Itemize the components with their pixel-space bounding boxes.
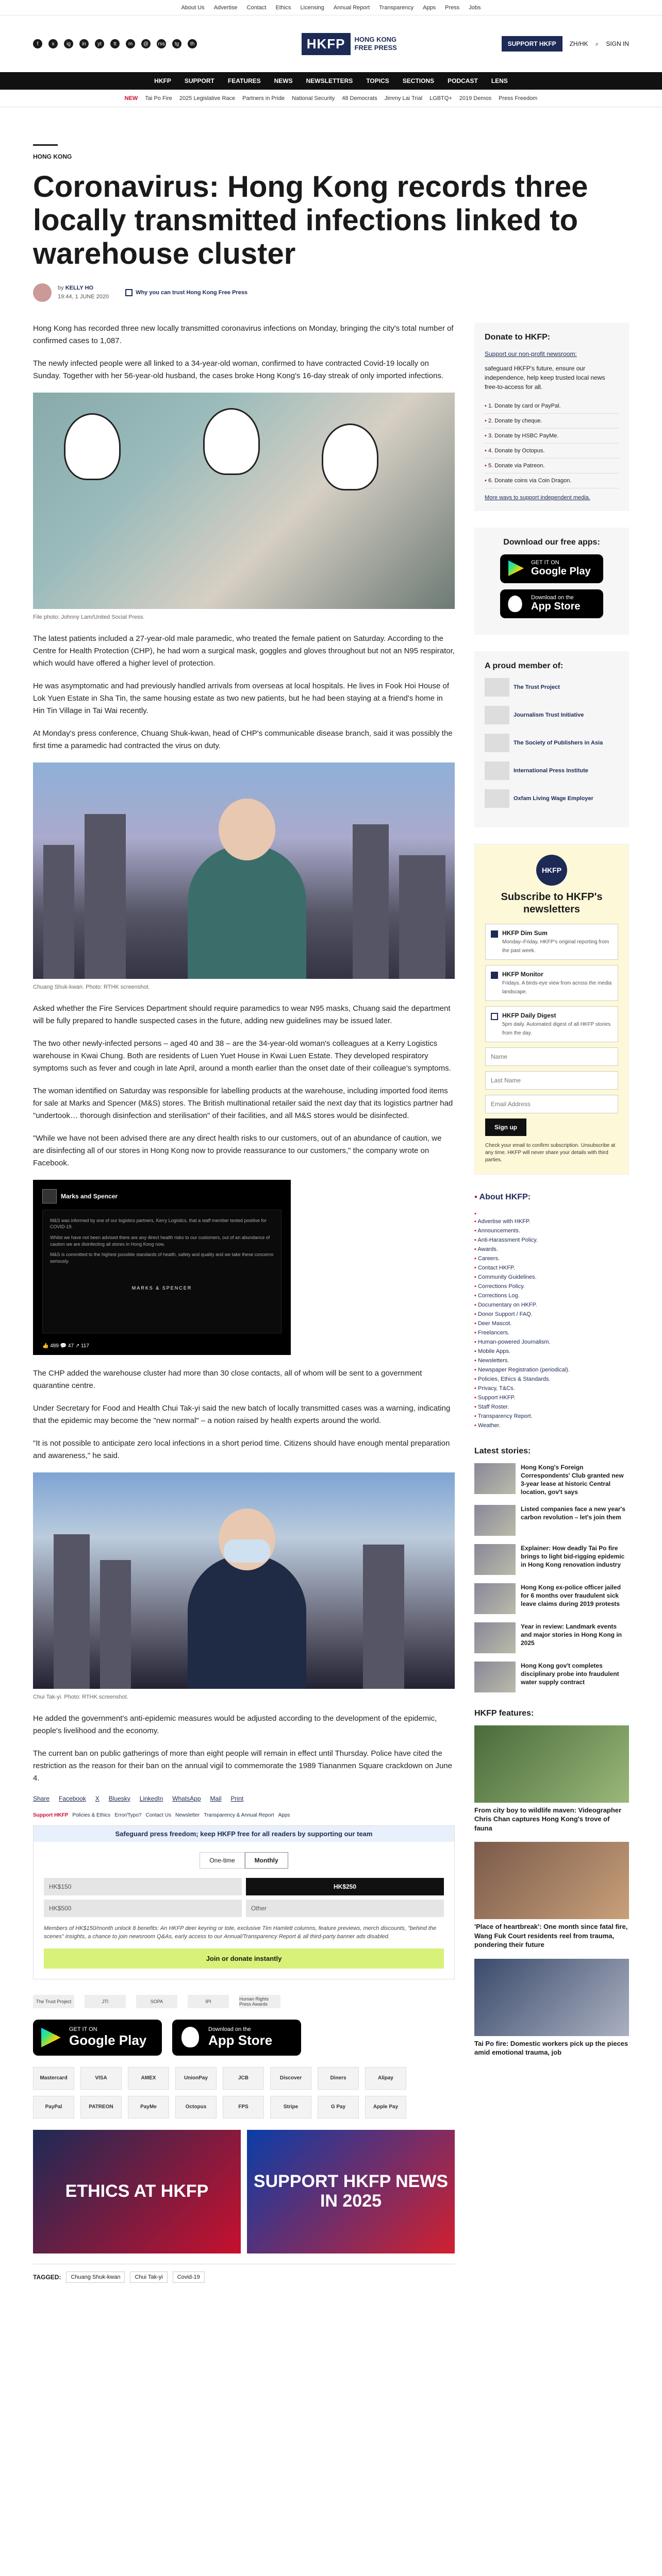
nav-item[interactable]: LENS xyxy=(491,77,508,84)
social-icon[interactable]: in xyxy=(79,39,89,48)
org-name: The Trust Project xyxy=(514,684,560,690)
donation-title: Safeguard press freedom; keep HKFP free for all readers by supporting our team xyxy=(34,1826,454,1842)
story-title[interactable]: Hong Kong gov't completes disciplinary probe into fraudulent water supply contract xyxy=(521,1662,619,1686)
feature-title[interactable]: From city boy to wildlife maven: Videographer Chris Chan captures Hong Kong's trove of fauna xyxy=(474,1806,622,1832)
latest-stories xyxy=(474,1447,629,1692)
donate-widget xyxy=(474,323,629,511)
feature-title[interactable]: 'Place of heartbreak': One month since fatal fire, Wang Fuk Court residents reel from trauma, pondering their future xyxy=(474,1923,628,1949)
paragraph: "While we have not been advised there are any direct health risks to our customers, out of an abundance of caution, we are disinfecting all of our stores in Hong Kong now to provide reassurance to our customers," the company wrote on Facebook. xyxy=(33,1133,442,1167)
author-meta: by KELLY HO 19:44, 1 JUNE 2020 xyxy=(58,284,109,301)
trending-bar xyxy=(0,90,662,107)
app-store-buttons xyxy=(33,2020,455,2056)
amount-option-selected[interactable]: HK$250 xyxy=(246,1878,444,1895)
about-link[interactable]: ▪ Policies, Ethics & Standards. xyxy=(474,1375,629,1384)
latest-story[interactable] xyxy=(474,1622,629,1653)
image-caption: Chui Tak-yi. Photo: RTHK screenshot. xyxy=(33,1693,128,1700)
newsletter-note: Check your email to confirm subscription. Unsubscribe at any time. HKFP will never share your details with third parties. xyxy=(485,1142,616,1163)
payment-method: Alipay xyxy=(365,2067,406,2090)
kicker-rule xyxy=(33,144,58,146)
payment-method: Octopus xyxy=(175,2096,217,2119)
nav-item[interactable]: NEWSLETTERS xyxy=(306,77,353,84)
member-badge[interactable]: JTI xyxy=(85,1995,126,2008)
org-logo-icon xyxy=(485,761,509,780)
donate-method[interactable]: ▪ 2. Donate by cheque. xyxy=(485,414,619,429)
onetime-tab[interactable]: One-time xyxy=(200,1852,244,1869)
story-title[interactable]: Year in review: Landmark events and major stories in Hong Kong in 2025 xyxy=(521,1622,622,1647)
paragraph: The current ban on public gatherings of more than eight people will remain in effect until Thursday. Police have cited the restriction as the reason for their ban on the annual vigil to commemorate the 1989 Tiananmen Square crackdown on June 4. xyxy=(33,1749,452,1783)
person-figure xyxy=(188,1555,306,1689)
payment-method: Mastercard xyxy=(33,2067,74,2090)
header-actions xyxy=(502,36,629,52)
donate-method[interactable]: ▪ 4. Donate by Octopus. xyxy=(485,444,619,459)
frequency-toggle xyxy=(44,1852,444,1869)
about-link[interactable]: ▪ Careers. xyxy=(474,1254,629,1263)
donate-title: Donate to HKFP: xyxy=(485,332,551,342)
member-widget xyxy=(474,651,629,827)
donate-lead-text: safeguard HKFP's future, ensure our independence, help keep trusted local news free-to-access for all. xyxy=(485,364,605,391)
topbar-link[interactable]: Transparency xyxy=(379,4,414,11)
newsletter-name: HKFP Dim Sum xyxy=(502,929,548,937)
feature-story[interactable] xyxy=(474,1959,629,2057)
share-link[interactable]: LinkedIn xyxy=(139,1794,163,1802)
checkbox-icon[interactable] xyxy=(491,930,498,938)
feature-image[interactable] xyxy=(474,1725,629,1803)
trending-label: NEW xyxy=(124,95,138,101)
latest-story[interactable] xyxy=(474,1583,629,1614)
logo-mark: HKFP xyxy=(302,33,351,55)
feature-title[interactable]: Tai Po fire: Domestic workers pick up the pieces amid emotional trauma, job xyxy=(474,2039,628,2057)
member-benefits-note: Members of HK$150/month unlock 8 benefits: An HKFP deer keyring or tote, exclusive Tim Hamlett columns, feature previews, merch discounts, "behind the scenes" insights, a chance to join newsroom Q&As, early access to our Annual/Transparency Report & all third-party banner ads disabled. xyxy=(44,1925,437,1940)
facebook-embed[interactable] xyxy=(33,1180,291,1355)
member-badge[interactable]: IPI xyxy=(188,1995,229,2008)
topbar-link[interactable]: Annual Report xyxy=(333,4,370,11)
features-widget xyxy=(474,1709,629,2057)
monthly-tab[interactable]: Monthly xyxy=(245,1852,288,1869)
amount-option[interactable]: HK$150 xyxy=(44,1878,242,1895)
story-title[interactable]: Explainer: How deadly Tai Po fire brings to light bid-rigging epidemic in Hong Kong renovation industry xyxy=(521,1544,625,1568)
article-title: Coronavirus: Hong Kong records three locally transmitted infections linked to warehouse cluster xyxy=(33,170,588,270)
member-badge[interactable]: SOPA xyxy=(136,1995,177,2008)
article-image-pandas xyxy=(33,393,455,609)
topbar-link[interactable]: Ethics xyxy=(275,4,291,11)
image-caption: File photo: Johnny Lam/United Social Press. xyxy=(33,614,145,620)
support-banner[interactable]: SUPPORT HKFP NEWS IN 2025 xyxy=(247,2130,455,2253)
amount-option[interactable]: Other xyxy=(246,1900,444,1917)
topbar-link[interactable]: About Us xyxy=(181,4,205,11)
panda-figure xyxy=(203,408,260,475)
payment-method: Apple Pay xyxy=(365,2096,406,2119)
share-link[interactable]: Bluesky xyxy=(108,1794,130,1802)
article-kicker[interactable]: HONG KONG xyxy=(33,153,72,160)
paragraph: The latest patients included a 27-year-old male paramedic, who treated the female patient on Saturday. According to the Centre for Health Protection (CHP), he had worn a surgical mask, goggles and gloves throughout but not an N95 respirator, which would have offered a higher level of protection. xyxy=(33,634,455,668)
org-name: Oxfam Living Wage Employer xyxy=(514,795,593,802)
feature-image[interactable] xyxy=(474,1842,629,1919)
payment-methods xyxy=(33,2067,455,2119)
about-widget xyxy=(474,1191,629,1430)
author-avatar[interactable] xyxy=(33,283,52,302)
donate-method[interactable]: ▪ 1. Donate by card or PayPal. xyxy=(485,399,619,414)
latest-story[interactable] xyxy=(474,1463,629,1497)
nav-item[interactable]: FEATURES xyxy=(227,77,261,84)
share-link[interactable]: Share xyxy=(33,1794,50,1802)
story-title[interactable]: Hong Kong's Foreign Correspondents' Club granted new 3-year lease at historic Central location, gov't says xyxy=(521,1463,624,1496)
story-thumbnail[interactable] xyxy=(474,1622,516,1653)
article-footer-links xyxy=(33,1812,455,1818)
paragraph: Under Secretary for Food and Health Chui Tak-yi said the new batch of locally transmitted cases was a warning, indicating that the epidemic may become the "new normal" – a notion raised by health experts around the world. xyxy=(33,1403,451,1425)
email-input[interactable] xyxy=(485,1095,618,1113)
amount-option[interactable]: HK$500 xyxy=(44,1900,242,1917)
latest-story[interactable] xyxy=(474,1505,629,1536)
share-link[interactable]: WhatsApp xyxy=(172,1794,201,1802)
latest-title: Latest stories: xyxy=(474,1446,531,1455)
newsletter-option[interactable] xyxy=(485,1006,618,1042)
social-icon[interactable]: @ xyxy=(141,39,151,48)
support-button[interactable]: SUPPORT HKFP xyxy=(502,36,562,52)
about-link[interactable]: ▪ Donor Support / FAQ. xyxy=(474,1310,629,1319)
main-nav xyxy=(0,72,662,90)
story-thumbnail[interactable] xyxy=(474,1662,516,1692)
tag-chip[interactable]: Chui Tak-yi xyxy=(130,2272,167,2283)
member-org[interactable] xyxy=(485,761,619,780)
story-title[interactable]: Hong Kong ex-police officer jailed for 6 months over fraudulent sick leave claims during 2019 protests xyxy=(521,1583,621,1607)
payment-method: PayMe xyxy=(128,2096,169,2119)
trust-link[interactable]: Why you can trust Hong Kong Free Press xyxy=(125,289,247,296)
latest-story[interactable] xyxy=(474,1544,629,1575)
apps-title: Download our free apps: xyxy=(503,537,600,547)
story-title[interactable]: Listed companies face a new year's carbon revolution – let's join them xyxy=(521,1505,625,1521)
about-link[interactable]: ▪ Newsletters. xyxy=(474,1356,629,1365)
trending-link[interactable]: National Security xyxy=(292,95,335,101)
topbar-link[interactable]: Contact xyxy=(246,4,267,11)
social-icon[interactable]: rss xyxy=(157,39,166,48)
site-header xyxy=(0,15,662,72)
about-link[interactable]: ▪ ▪ Advertise with HKFP. xyxy=(474,1217,629,1226)
tag-list xyxy=(33,2264,455,2283)
footer-link[interactable]: Newsletter xyxy=(175,1812,200,1818)
about-link[interactable]: ▪ Freelancers. xyxy=(474,1328,629,1337)
paragraph: He was asymptomatic and had previously handled arrivals from overseas at local hospitals. He lives in Fook Hoi House of Lok Yuen Estate in Sha Tin, the same housing estate as two new patients, but he had been staying at a friend's home in Hin Tin Village in Tai Wai recently. xyxy=(33,681,450,715)
about-link[interactable]: ▪ Corrections Policy. xyxy=(474,1282,629,1291)
name-input[interactable] xyxy=(485,1047,618,1066)
member-org[interactable] xyxy=(485,678,619,697)
org-name: The Society of Publishers in Asia xyxy=(514,739,603,746)
about-link[interactable]: ▪ Transparency Report. xyxy=(474,1412,629,1421)
about-link[interactable]: ▪ Deer Mascot. xyxy=(474,1319,629,1328)
nav-item[interactable]: SECTIONS xyxy=(402,77,435,84)
trending-link[interactable]: 48 Democrats xyxy=(342,95,377,101)
article-image-chuang xyxy=(33,762,455,979)
paragraph: At Monday's press conference, Chuang Shuk-kwan, head of CHP's communicable disease branch, said it was possibly the first time a paramedic had contracted the virus on duty. xyxy=(33,728,453,750)
embed-page-name[interactable]: Marks and Spencer xyxy=(61,1192,118,1200)
trending-link[interactable]: Jimmy Lai Trial xyxy=(384,95,423,101)
about-link[interactable]: ▪ Newspaper Registration (periodical). xyxy=(474,1365,629,1375)
about-link[interactable]: ▪ Community Guidelines. xyxy=(474,1273,629,1282)
publish-date: 19:44, 1 JUNE 2020 xyxy=(58,293,109,300)
tagged-label: TAGGED: xyxy=(33,2273,61,2281)
about-link[interactable]: ▪ Weather. xyxy=(474,1421,629,1430)
site-logo[interactable] xyxy=(302,33,397,55)
donate-method[interactable]: ▪ 5. Donate via Patreon. xyxy=(485,459,619,473)
last-name-input[interactable] xyxy=(485,1071,618,1090)
newsletter-option[interactable] xyxy=(485,924,618,960)
donate-methods xyxy=(485,399,619,488)
footer-link[interactable]: Error/Typo? xyxy=(114,1812,142,1818)
checkbox-icon[interactable] xyxy=(491,972,498,979)
apple-icon xyxy=(508,596,522,612)
byline xyxy=(33,283,629,302)
payment-method: FPS xyxy=(223,2096,264,2119)
footer-link[interactable]: Policies & Ethics xyxy=(72,1812,111,1818)
payment-method: G Pay xyxy=(318,2096,359,2119)
footer-link[interactable]: Transparency & Annual Report xyxy=(204,1812,274,1818)
newsletter-desc: Monday–Friday. HKFP's original reporting from the past week. xyxy=(502,939,609,954)
about-title: ▪ About HKFP: xyxy=(474,1191,629,1204)
social-icon[interactable]: ig xyxy=(64,39,73,48)
org-logo-icon xyxy=(485,789,509,808)
donate-method[interactable]: ▪ 3. Donate by HSBC PayMe. xyxy=(485,429,619,444)
member-org[interactable] xyxy=(485,706,619,724)
app-store-button[interactable]: Download on the App Store xyxy=(500,589,603,618)
donate-method[interactable]: ▪ 6. Donate coins via Coin Dragon. xyxy=(485,473,619,488)
features-title: HKFP features: xyxy=(474,1708,534,1718)
about-link[interactable]: ▪ Staff Roster. xyxy=(474,1402,629,1412)
embed-post-body: M&S was informed by one of our logistics partners, Kerry Logistics, that a staff member tested positive for COVID-19. Whilst we have not been advised there are any direct health risks to our customers, out of an abundance of caution we are disinfecting all stores in Hong Kong now. M&S is committed to the highest possible standards of health, safety and quality and we take these concerns seriously. MARKS & SPENCER xyxy=(42,1210,282,1333)
payment-method: JCB xyxy=(223,2067,264,2090)
image-caption: Chuang Shuk-kwan. Photo: RTHK screenshot. xyxy=(33,984,150,990)
social-icon[interactable]: tg xyxy=(172,39,181,48)
promo-banners xyxy=(33,2130,455,2253)
newsletter-title: Subscribe to HKFP's newsletters xyxy=(501,891,603,915)
apple-icon xyxy=(181,2027,199,2047)
article-body xyxy=(33,323,455,2283)
paragraph: The woman identified on Saturday was responsible for labelling products at the warehouse, including imported food items for sale at Marks and Spencer (M&S) stores. The British multinational retailer said the next day that its logistics partner had "undertook… thorough disinfection and sterilisation" of their facilities, and all M&S stores would be disinfected. xyxy=(33,1086,453,1120)
newsletter-name: HKFP Daily Digest xyxy=(502,1011,556,1019)
payment-method: PATREON xyxy=(80,2096,122,2119)
newsletter-widget xyxy=(474,844,629,1175)
sidebar xyxy=(474,323,629,2283)
panda-figure xyxy=(64,413,121,480)
tag-chip[interactable]: Chuang Shuk-kwan xyxy=(66,2272,125,2283)
org-name: Journalism Trust Initiative xyxy=(514,711,584,718)
paragraph: He added the government's anti-epidemic measures would be adjusted according to the development of the epidemic, people's livelihood and the economy. xyxy=(33,1714,437,1735)
about-link[interactable]: ▪ Support HKFP. xyxy=(474,1393,629,1402)
about-link[interactable]: ▪ Privacy, T&Cs. xyxy=(474,1384,629,1393)
article-container xyxy=(33,144,629,2283)
donation-box xyxy=(33,1825,455,1979)
article-image-chui xyxy=(33,1472,455,1689)
topbar-link[interactable]: Licensing xyxy=(300,4,324,11)
social-icon[interactable]: f xyxy=(33,39,42,48)
payment-method: Diners xyxy=(318,2067,359,2090)
google-play-icon xyxy=(508,561,524,576)
payment-method: PayPal xyxy=(33,2096,74,2119)
paragraph: The newly infected people were all linked to a 34-year-old woman, confirmed to have contracted Covid-19 locally on Sunday. Together with her 56-year-old husband, the cases broke Hong Kong's 16-day streak of only imported infections. xyxy=(33,359,444,380)
donate-lead-link[interactable]: Support our non-profit newsroom: xyxy=(485,350,577,358)
face-mask xyxy=(224,1539,270,1563)
org-name: International Press Institute xyxy=(514,767,588,774)
newsletter-name: HKFP Monitor xyxy=(502,970,543,978)
story-thumbnail[interactable] xyxy=(474,1505,516,1536)
checkbox-icon[interactable] xyxy=(491,1013,498,1020)
paragraph: Asked whether the Fire Services Department should require paramedics to wear N95 masks, Chuang said the department will be fully prepared to handle suspected cases in the future, adding new guidelines may be issued later. xyxy=(33,1004,451,1025)
ms-logo xyxy=(42,1189,57,1204)
social-icon[interactable]: yt xyxy=(95,39,104,48)
social-icon[interactable]: x xyxy=(48,39,58,48)
logo-text: HONG KONG FREE PRESS xyxy=(354,36,397,52)
trending-link[interactable]: Press Freedom xyxy=(499,95,538,101)
nav-item[interactable]: PODCAST xyxy=(448,77,478,84)
newsletter-option[interactable] xyxy=(485,965,618,1001)
feature-image[interactable] xyxy=(474,1959,629,2036)
trending-link[interactable]: 2025 Legislative Race xyxy=(179,95,236,101)
nav-item[interactable]: TOPICS xyxy=(366,77,389,84)
nav-item[interactable]: HKFP xyxy=(154,77,171,84)
payment-method: Stripe xyxy=(270,2096,311,2119)
nav-item[interactable]: NEWS xyxy=(274,77,293,84)
share-link[interactable]: Mail xyxy=(210,1794,222,1802)
member-badge[interactable]: Human Rights Press Awards xyxy=(239,1995,280,2008)
tag-chip[interactable]: Covid-19 xyxy=(173,2272,205,2283)
author-name[interactable]: KELLY HO xyxy=(65,285,94,292)
footer-link[interactable]: Apps xyxy=(278,1812,290,1818)
member-org[interactable] xyxy=(485,789,619,808)
payment-method: VISA xyxy=(80,2067,122,2090)
member-badges xyxy=(33,1995,455,2008)
hkfp-badge: HKFP xyxy=(536,855,567,886)
join-button[interactable]: Join or donate instantly xyxy=(44,1948,444,1969)
trending-link[interactable]: 2019 Demos xyxy=(459,95,492,101)
feature-story[interactable] xyxy=(474,1842,629,1950)
trending-link[interactable]: Partners in Pride xyxy=(242,95,285,101)
member-badge[interactable]: The Trust Project xyxy=(33,1995,74,2008)
about-link[interactable]: ▪ Human-powered Journalism. xyxy=(474,1337,629,1347)
footer-link[interactable]: Contact Us xyxy=(145,1812,171,1818)
member-title: A proud member of: xyxy=(485,661,564,670)
social-icon[interactable]: m xyxy=(126,39,135,48)
org-logo-icon xyxy=(485,734,509,752)
panda-figure xyxy=(322,423,378,490)
story-thumbnail[interactable] xyxy=(474,1544,516,1575)
story-thumbnail[interactable] xyxy=(474,1463,516,1494)
member-org[interactable] xyxy=(485,734,619,752)
share-link[interactable]: Facebook xyxy=(59,1794,86,1802)
paragraph: The CHP added the warehouse cluster had more than 30 close contacts, all of whom will be sent to a government quarantine centre. xyxy=(33,1368,422,1390)
about-link[interactable]: ▪ Corrections Log. xyxy=(474,1291,629,1300)
about-link[interactable]: ▪ Announcements. xyxy=(474,1226,629,1235)
app-store-button[interactable]: Download on the App Store xyxy=(172,2020,301,2056)
signup-button[interactable]: Sign up xyxy=(485,1118,526,1136)
topbar-link[interactable]: Jobs xyxy=(469,4,481,11)
trending-link[interactable]: Tai Po Fire xyxy=(145,95,172,101)
amount-options xyxy=(44,1878,444,1917)
paragraph: The two other newly-infected persons – aged 40 and 38 – are the 34-year-old woman's colleagues at a Kerry Logistics warehouse in Kwai Chung. Both are residents of Luen Yuet House in Kwai Luen Estate. They developed respiratory symptoms such as fever and cough in late April, around a month earlier than the onset date of their colleague's symptoms. xyxy=(33,1039,451,1073)
org-logo-icon xyxy=(485,706,509,724)
language-toggle[interactable]: ZH/HK xyxy=(569,40,588,47)
topbar-link[interactable]: Advertise xyxy=(213,4,238,11)
newsletter-desc: Fridays. A birds-eye view from across the media landscape. xyxy=(502,980,612,995)
about-link[interactable]: ▪ Documentary on HKFP. xyxy=(474,1300,629,1310)
google-play-button[interactable]: GET IT ON Google Play xyxy=(500,554,603,583)
person-figure xyxy=(188,845,306,979)
about-link[interactable]: ▪ Anti-Harassment Policy. xyxy=(474,1235,629,1245)
ethics-banner[interactable]: ETHICS AT HKFP xyxy=(33,2130,241,2253)
search-icon[interactable]: ⌕ xyxy=(595,40,599,47)
org-logo-icon xyxy=(485,678,509,697)
about-link[interactable]: ▪ Contact HKFP. xyxy=(474,1263,629,1273)
social-icon[interactable]: tt xyxy=(110,39,120,48)
check-icon xyxy=(125,289,133,296)
feature-story[interactable] xyxy=(474,1725,629,1833)
share-link[interactable]: X xyxy=(95,1794,100,1802)
trending-link[interactable]: LGBTQ+ xyxy=(429,95,452,101)
paragraph: Hong Kong has recorded three new locally transmitted coronavirus infections on Monday, bringing the city's total number of confirmed cases to 1,087. xyxy=(33,324,454,345)
topbar-link[interactable]: Apps xyxy=(423,4,436,11)
top-utility-bar xyxy=(0,0,662,15)
more-ways-link[interactable]: More ways to support independent media. xyxy=(485,494,590,501)
about-link[interactable]: ▪ Awards. xyxy=(474,1245,629,1254)
signin-link[interactable]: SIGN IN xyxy=(606,40,629,47)
social-links xyxy=(33,39,197,48)
google-play-button[interactable]: GET IT ON Google Play xyxy=(33,2020,162,2056)
about-link[interactable]: ▪ Mobile Apps. xyxy=(474,1347,629,1356)
topbar-link[interactable]: Press xyxy=(445,4,460,11)
embed-stats: 👍 489 💬 47 ↗ 117 xyxy=(42,1343,89,1349)
payment-method: UnionPay xyxy=(175,2067,217,2090)
nav-item[interactable]: SUPPORT xyxy=(184,77,214,84)
support-link[interactable]: Support HKFP xyxy=(33,1812,69,1818)
share-bar xyxy=(33,1795,455,1802)
payment-method: AMEX xyxy=(128,2067,169,2090)
story-thumbnail[interactable] xyxy=(474,1583,516,1614)
share-link[interactable]: Print xyxy=(230,1794,244,1802)
payment-method: Discover xyxy=(270,2067,311,2090)
newsletter-desc: 5pm daily. Automated digest of all HKFP stories from the day. xyxy=(502,1021,611,1036)
paragraph: "It is not possible to anticipate zero local infections in a short period time. Citizens should have enough mental preparation and awareness," he said. xyxy=(33,1438,450,1460)
latest-story[interactable] xyxy=(474,1662,629,1692)
google-play-icon xyxy=(41,2028,61,2047)
social-icon[interactable]: th xyxy=(188,39,197,48)
apps-widget xyxy=(474,528,629,635)
